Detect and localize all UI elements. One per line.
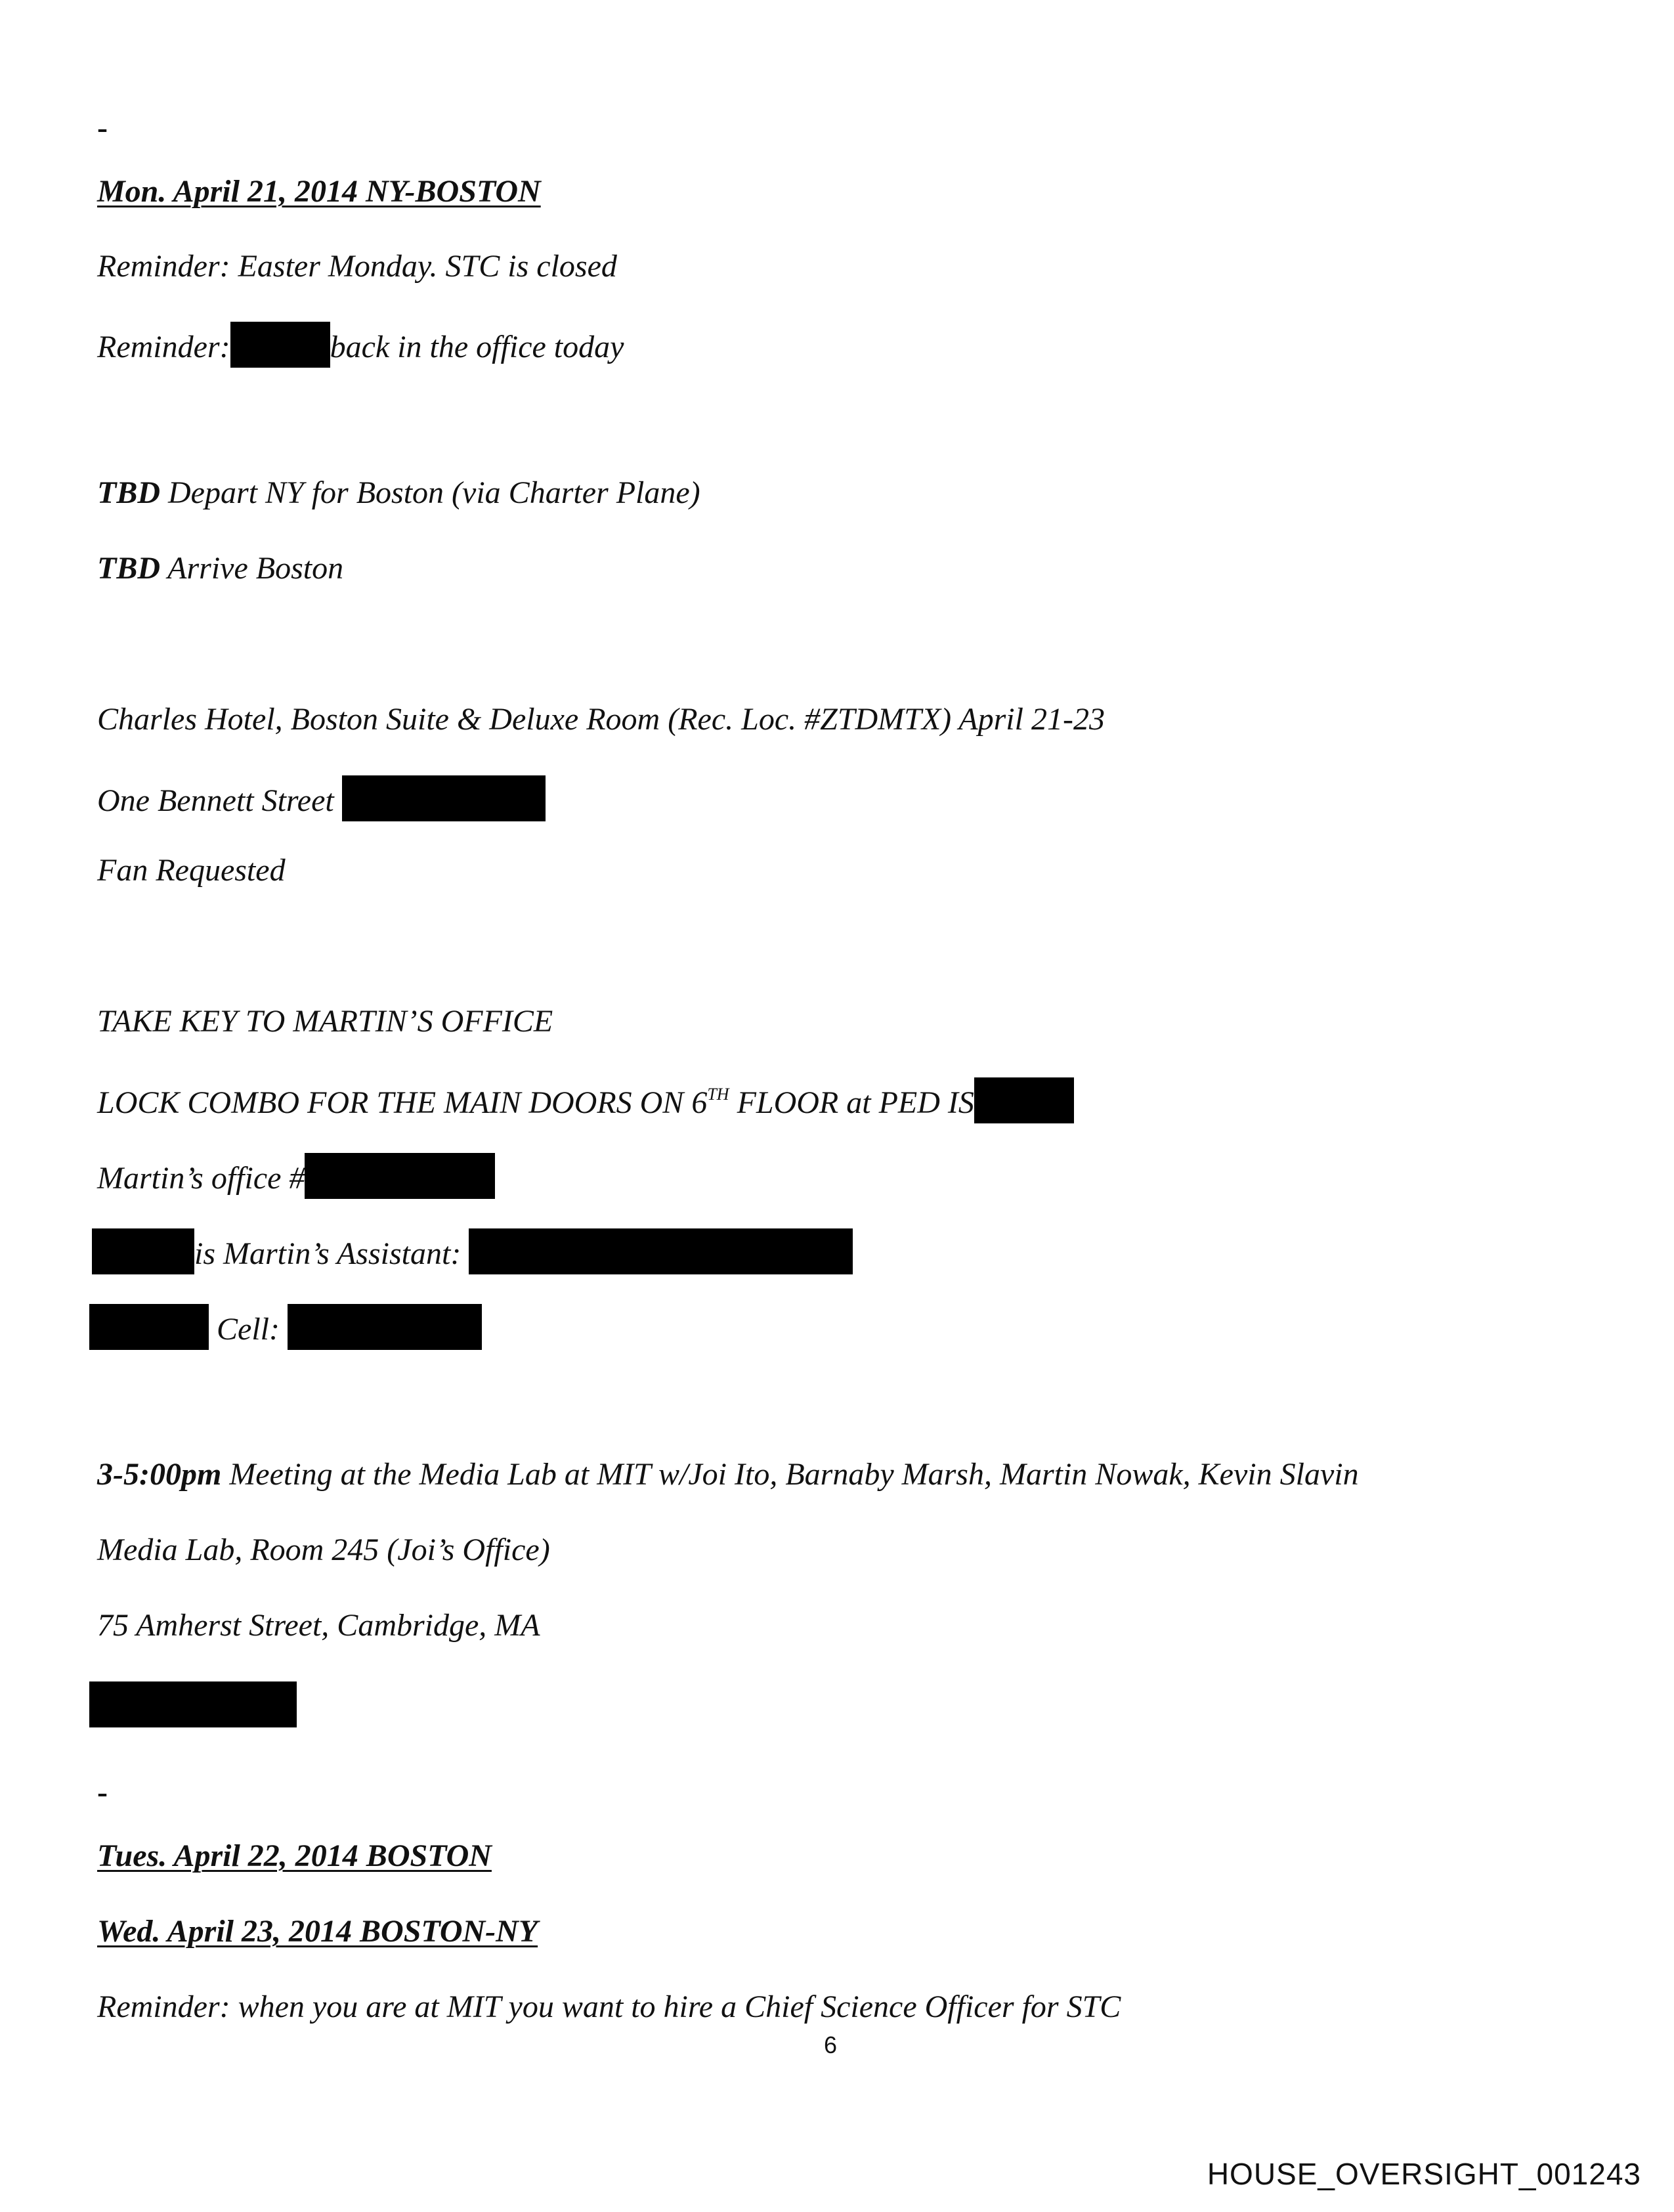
cell-text: Cell:: [217, 1312, 280, 1347]
redaction-box: [342, 775, 546, 821]
redaction-box: [89, 1681, 297, 1727]
redaction-box: [305, 1153, 495, 1199]
hotel-line: Charles Hotel, Boston Suite & Deluxe Room (Rec. Loc. #ZTDMTX) April 21-23: [97, 702, 1105, 737]
meeting-text: Meeting at the Media Lab at MIT w/Joi Ito, Barnaby Marsh, Martin Nowak, Kevin Slavin: [221, 1457, 1359, 1492]
meeting-line: [97, 1455, 1359, 1494]
reminder-back-in-office: [97, 322, 624, 368]
reminder-easter: Reminder: Easter Monday. STC is closed: [97, 249, 617, 284]
lock-combo-line: [97, 1077, 1074, 1123]
lock-combo-suffix: FLOOR at PED IS: [729, 1085, 974, 1120]
redacted-line: [89, 1681, 297, 1727]
redaction-box: [469, 1228, 853, 1274]
reminder-back-prefix: Reminder:: [97, 330, 230, 364]
redaction-box: [89, 1304, 209, 1350]
fan-requested: Fan Requested: [97, 853, 286, 888]
assistant-text: is Martin’s Assistant:: [194, 1236, 461, 1271]
lock-combo-sup: TH: [707, 1085, 729, 1104]
lock-combo-prefix: LOCK COMBO FOR THE MAIN DOORS ON 6: [97, 1085, 708, 1120]
page-number: 6: [824, 2031, 838, 2058]
redaction-box: [288, 1304, 482, 1350]
reminder-back-suffix: back in the office today: [330, 330, 624, 364]
meeting-time: 3-5:00pm: [97, 1457, 222, 1492]
meeting-address: 75 Amherst Street, Cambridge, MA: [97, 1608, 540, 1643]
hotel-address-prefix: One Bennett Street: [97, 783, 334, 818]
redaction-box: [92, 1228, 194, 1274]
arrive-line: [97, 549, 343, 588]
depart-time: TBD: [97, 475, 160, 510]
monday-heading: Mon. April 21, 2014 NY-BOSTON: [97, 174, 541, 209]
meeting-room: Media Lab, Room 245 (Joi’s Office): [97, 1532, 550, 1567]
arrive-time: TBD: [97, 551, 160, 586]
separator-dash: -: [97, 110, 108, 145]
martin-office-prefix: Martin’s office #: [97, 1161, 305, 1196]
depart-line: [97, 473, 700, 513]
assistant-line: [92, 1228, 853, 1274]
separator-dash: -: [97, 1775, 108, 1810]
cell-line: [89, 1304, 482, 1350]
wednesday-heading: Wed. April 23, 2014 BOSTON-NY: [97, 1914, 538, 1949]
take-key-line: TAKE KEY TO MARTIN’S OFFICE: [97, 1004, 553, 1039]
wednesday-reminder: Reminder: when you are at MIT you want to hire a Chief Science Officer for STC: [97, 1989, 1121, 2024]
tuesday-heading: Tues. April 22, 2014 BOSTON: [97, 1838, 492, 1873]
depart-text: Depart NY for Boston (via Charter Plane): [160, 475, 700, 510]
arrive-text: Arrive Boston: [160, 551, 344, 586]
hotel-address-line: [97, 775, 546, 821]
redaction-box: [974, 1077, 1074, 1123]
martin-office-line: [97, 1153, 495, 1199]
redaction-box: [230, 322, 330, 368]
bates-number: HOUSE_OVERSIGHT_001243: [1207, 2157, 1641, 2191]
